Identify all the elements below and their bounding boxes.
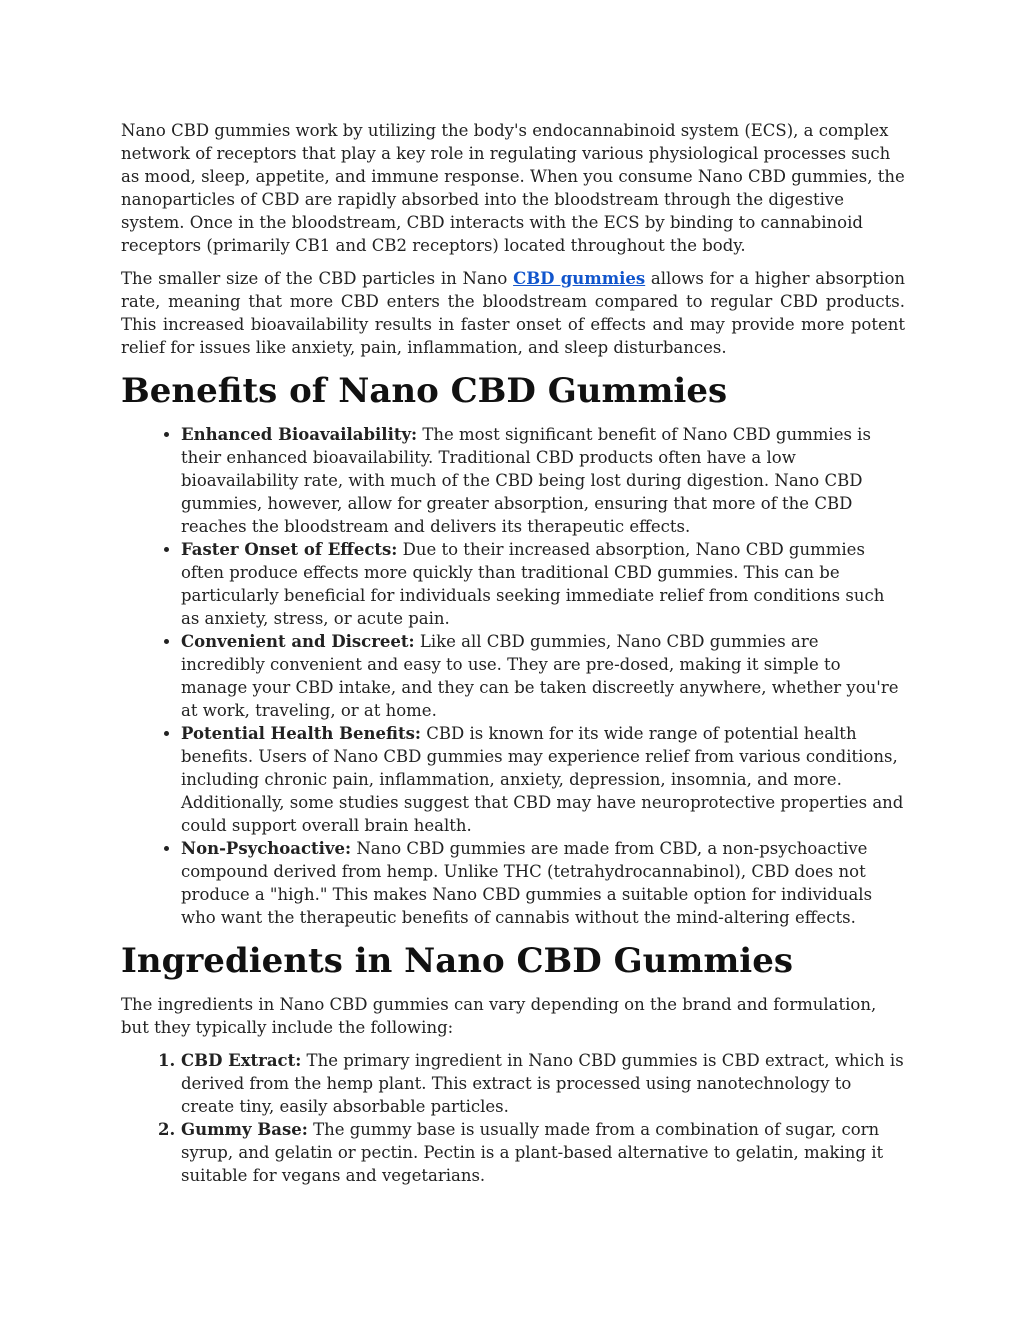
benefits-heading: Benefits of Nano CBD Gummies (121, 371, 728, 411)
benefit-title: Convenient and Discreet: (181, 632, 415, 651)
list-item (181, 538, 905, 630)
list-item (181, 1049, 905, 1118)
list-item (181, 630, 905, 722)
cbd-gummies-link[interactable]: CBD gummies (513, 269, 646, 288)
benefit-text: CBD is known for its wide range of potential health benefits. Users of Nano CBD gummies may experience relief from various conditions, including chronic pain, inflammation, anxiety, depression, insomnia, and more. Additionally, some studies suggest that CBD may have neuroprotective properties and could support overall brain health. (181, 724, 904, 835)
intro-paragraph-1: Nano CBD gummies work by utilizing the body's endocannabinoid system (ECS), a complex network of receptors that play a key role in regulating various physiological processes such as mood, sleep, appetite, and immune response. When you consume Nano CBD gummies, the nanoparticles of CBD are rapidly absorbed into the bloodstream through the digestive system. Once in the bloodstream, CBD interacts with the ECS by binding to cannabinoid receptors (primarily CB1 and CB2 receptors) located throughout the body. (121, 121, 905, 255)
list-item (181, 837, 905, 929)
intro-paragraph-2-before: The smaller size of the CBD particles in Nano (121, 269, 514, 288)
intro-paragraph-2-after: allows for a higher absorption rate, meaning that more CBD enters the bloodstream compared to regular CBD products. This increased bioavailability results in faster onset of effects and may provide more potent relief for issues like anxiety, pain, inflammation, and sleep disturbances. (121, 269, 906, 357)
benefits-list (121, 423, 905, 929)
benefit-text: Due to their increased absorption, Nano CBD gummies often produce effects more quickly than traditional CBD gummies. This can be particularly beneficial for individuals seeking immediate relief from conditions such as anxiety, stress, or acute pain. (181, 540, 885, 628)
benefit-text: Nano CBD gummies are made from CBD, a non-psychoactive compound derived from hemp. Unlike THC (tetrahydrocannabinol), CBD does not produce a "high." This makes Nano CBD gummies a suitable option for individuals who want the therapeutic benefits of cannabis without the mind-altering effects. (181, 839, 873, 927)
list-item (181, 423, 905, 538)
benefit-text: Like all CBD gummies, Nano CBD gummies are incredibly convenient and easy to use. They are pre-dosed, making it simple to manage your CBD intake, and they can be taken discreetly anywhere, whether you're at work, traveling, or at home. (181, 632, 899, 720)
document-page (121, 119, 905, 1197)
benefit-text: The most significant benefit of Nano CBD gummies is their enhanced bioavailability. Traditional CBD products often have a low bioavailability rate, with much of the CBD being lost during digestion. Nano CBD gummies, however, allow for greater absorption, ensuring that more of the CBD reaches the bloodstream and delivers its therapeutic effects. (181, 425, 871, 536)
benefit-title: Non-Psychoactive: (181, 839, 352, 858)
list-item (181, 722, 905, 837)
ingredient-title: CBD Extract: (181, 1051, 302, 1070)
ingredients-list (121, 1049, 905, 1187)
ingredients-heading: Ingredients in Nano CBD Gummies (121, 941, 793, 981)
benefit-title: Potential Health Benefits: (181, 724, 422, 743)
ingredient-text: The primary ingredient in Nano CBD gummies is CBD extract, which is derived from the hemp plant. This extract is processed using nanotechnology to create tiny, easily absorbable particles. (181, 1051, 904, 1116)
ingredient-text: The gummy base is usually made from a combination of sugar, corn syrup, and gelatin or pectin. Pectin is a plant-based alternative to gelatin, making it suitable for vegans and vegetarians. (181, 1120, 884, 1185)
list-item (181, 1118, 905, 1187)
ingredients-intro: The ingredients in Nano CBD gummies can vary depending on the brand and formulation, but they typically include the following: (121, 995, 877, 1037)
intro-paragraph-2 (121, 267, 905, 359)
ingredient-title: Gummy Base: (181, 1120, 308, 1139)
benefit-title: Enhanced Bioavailability: (181, 425, 418, 444)
benefit-title: Faster Onset of Effects: (181, 540, 398, 559)
